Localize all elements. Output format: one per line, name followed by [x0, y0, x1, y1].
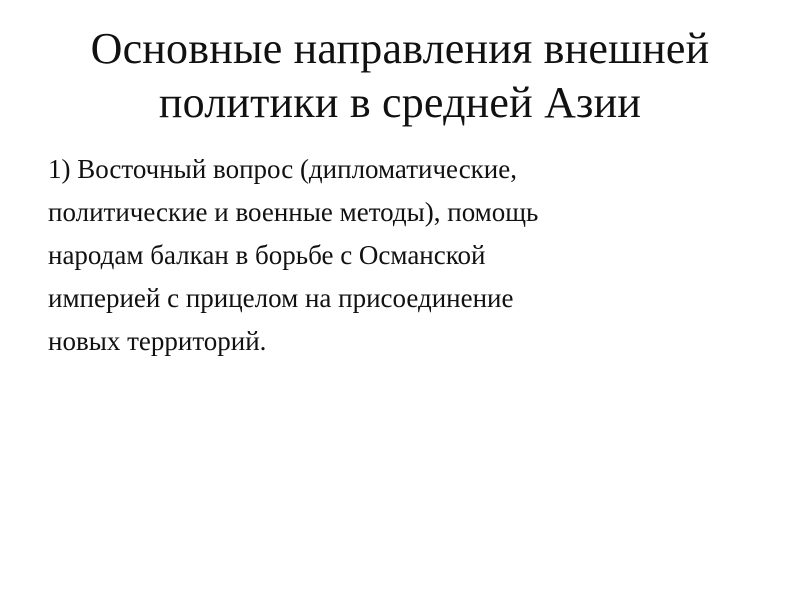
slide-title [30, 22, 770, 130]
body-text-line: новых территорий. [48, 326, 267, 356]
slide-title-line: Основные направления внешней [90, 24, 710, 73]
slide-title-line: политики в средней Азии [158, 78, 642, 127]
body-text-line: народам балкан в борьбе с Османской [48, 240, 486, 270]
body-text-line: 1) Восточный вопрос (дипломатические, [48, 154, 517, 184]
slide-body-text [48, 148, 768, 363]
body-text-line: империей с прицелом на присоединение [48, 283, 514, 313]
body-text-line: политические и военные методы), помощь [48, 197, 539, 227]
